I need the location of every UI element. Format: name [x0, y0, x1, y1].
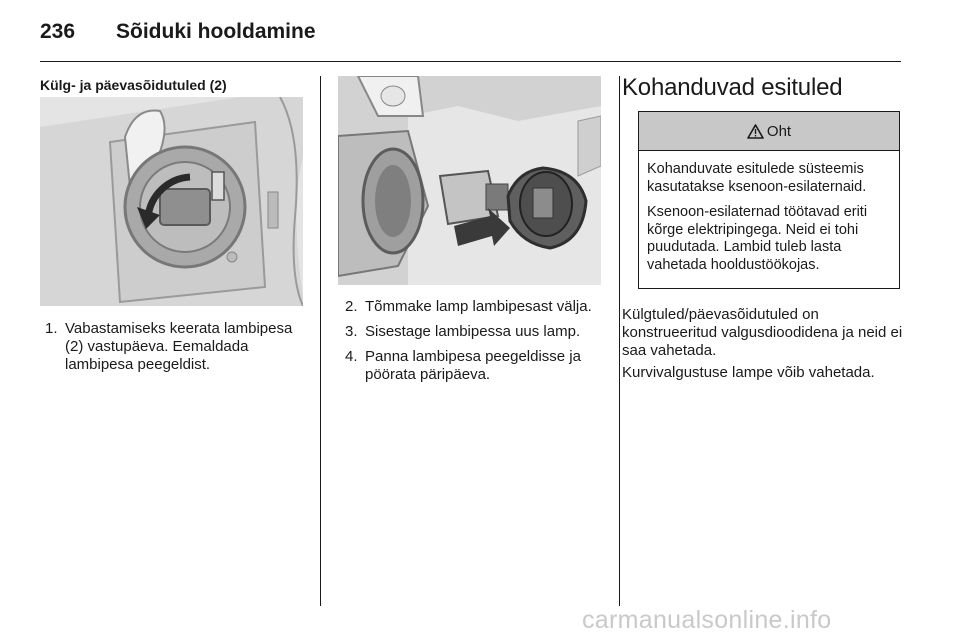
step-number: 1.: [45, 320, 58, 337]
step-text: Vabastamiseks keerata lambipesa (2) vastupäeva. Eemaldada lambipesa peegeldist.: [65, 320, 293, 373]
bulb-replacement-illustration: [338, 76, 601, 285]
list-item: [340, 348, 602, 384]
watermark: carmanualsonline.info: [582, 606, 832, 634]
list-item: [340, 323, 602, 341]
warning-body: [639, 151, 899, 288]
lamp-socket-illustration: [40, 97, 303, 306]
warning-triangle-icon: [747, 124, 764, 139]
warning-box: [638, 111, 900, 289]
step-text: Tõmmake lamp lambipesast välja.: [365, 298, 592, 315]
section-heading: Kohanduvad esituled: [622, 74, 843, 101]
body-paragraph: Kurvivalgustuse lampe võib vahetada.: [622, 364, 875, 381]
page-number: 236: [40, 20, 76, 43]
step-number: 4.: [345, 348, 358, 365]
column-divider-left: [320, 76, 321, 606]
section-subheading: Külg- ja päevasõidutuled (2): [40, 77, 227, 93]
list-item: [40, 320, 300, 374]
step-text: Panna lambipesa peegeldisse ja pöörata päripäeva.: [365, 348, 581, 383]
body-paragraph: Külgtuled/päevasõidutuled on konstrueeritud valgusdioodidena ja neid ei saa vahetada.: [622, 306, 903, 359]
column-divider-right: [619, 76, 620, 606]
warning-paragraph: Ksenoon-esilaternad töötavad eriti kõrge elektripingega. Neid ei tohi puudutada. Lambid tuleb lasta vahetada hooldustöökojas.: [647, 204, 868, 273]
header-rule: [40, 61, 901, 62]
step-number: 2.: [345, 298, 358, 315]
removal-steps-list: [40, 320, 300, 381]
list-item: [340, 298, 602, 316]
step-number: 3.: [345, 323, 358, 340]
chapter-title: Sõiduki hooldamine: [116, 20, 316, 43]
warning-title: Oht: [766, 122, 792, 140]
warning-paragraph: Kohanduvate esitulede süsteemis kasutatakse ksenoon-esilaternaid.: [647, 161, 867, 195]
step-text: Sisestage lambipessa uus lamp.: [365, 323, 581, 340]
warning-header: [639, 112, 899, 151]
replacement-steps-list: [340, 298, 602, 391]
